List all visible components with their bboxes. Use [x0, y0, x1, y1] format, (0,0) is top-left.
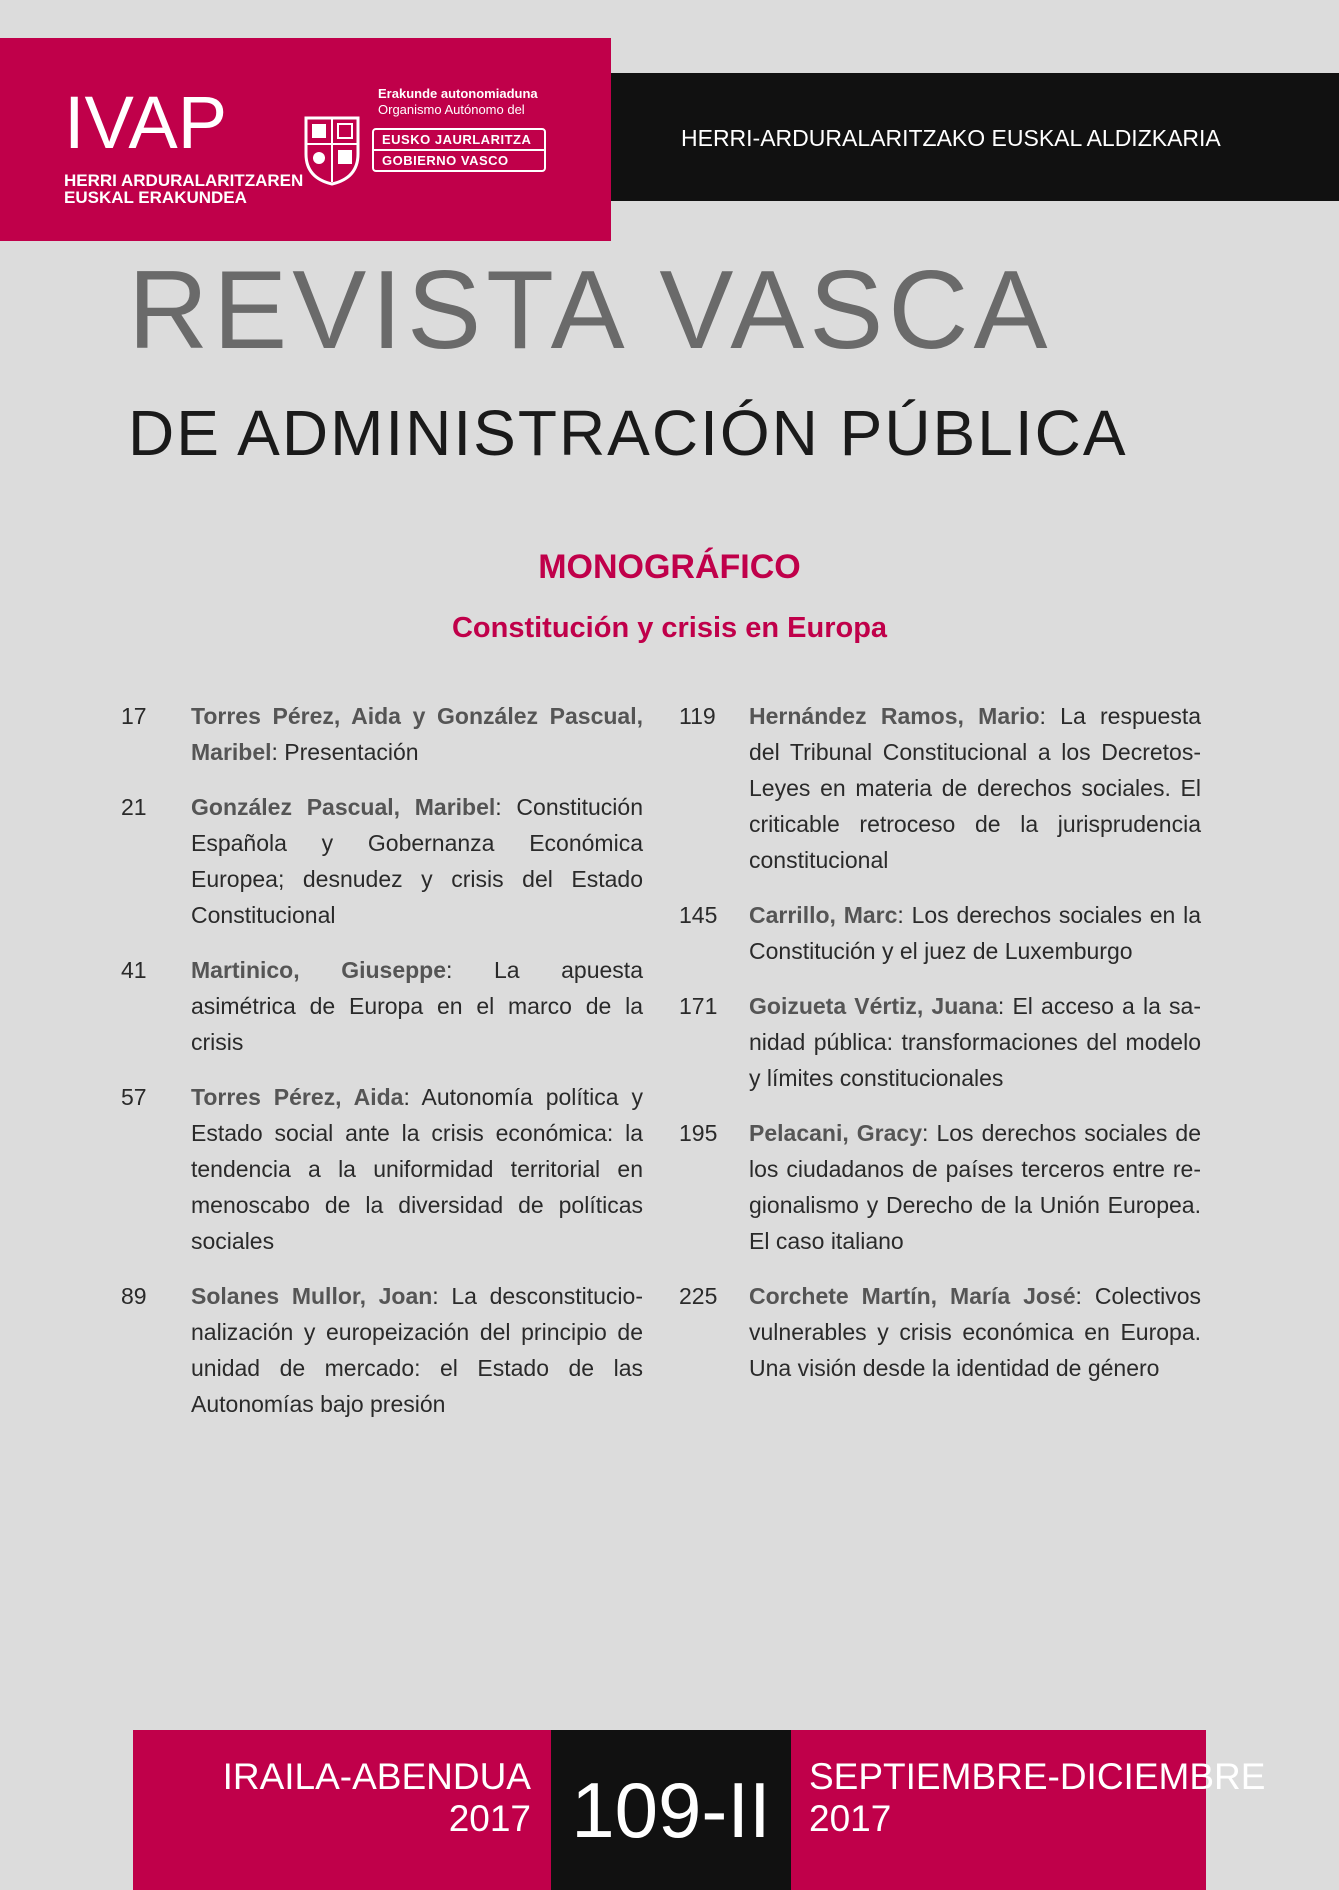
toc-entry [121, 698, 643, 770]
toc-page-number: 17 [121, 703, 147, 729]
issue-date-spanish: SEPTIEMBRE-DICIEMBRE 2017 [809, 1756, 1266, 1839]
toc-author: González Pascual, Maribel [191, 794, 496, 820]
issue-date-basque: IRAILA-ABENDUA 2017 [222, 1756, 531, 1839]
svg-text:IVAP: IVAP [64, 86, 228, 164]
toc-entry [679, 897, 1201, 969]
toc-title: : Colectivos vulnerables y crisis económica en Europa. Una visión desde la identidad de género [749, 1283, 1201, 1381]
toc-author: Hernández Ramos, Mario [749, 703, 1040, 729]
toc-entry [679, 1115, 1201, 1259]
toc-page-number: 21 [121, 794, 147, 820]
toc-entry [679, 698, 1201, 878]
toc-title: : Presentación [271, 739, 419, 765]
toc-page-number: 171 [679, 993, 718, 1019]
toc-entry [679, 1278, 1201, 1386]
issue-footer [133, 1730, 1266, 1890]
toc-author: Solanes Mullor, Joan [191, 1283, 433, 1309]
toc-author: Torres Pérez, Aida [191, 1084, 404, 1110]
journal-title: REVISTA VASCA [128, 248, 1053, 372]
journal-subtitle: DE ADMINISTRACIÓN PÚBLICA [128, 397, 1128, 469]
toc-author: Carrillo, Marc [749, 902, 898, 928]
toc-author: Torres Pérez, Aida y González Pascual, Maribel [191, 703, 643, 765]
toc-title: : La apuesta asimétrica de Europa en el marco de la crisis [191, 957, 643, 1055]
toc-author: Martinico, Giuseppe [191, 957, 447, 983]
toc-title: : La respuesta del Tribunal Constitucional a los Decretos-Leyes en materia de derechos sociales. El criticable retroceso de la jurisprudencia constitucional [749, 703, 1201, 873]
toc-page-number: 225 [679, 1283, 718, 1309]
toc-entry [121, 1278, 643, 1422]
journal-basque-title: HERRI-ARDURALARITZAKO EUSKAL ALDIZKARIA [681, 125, 1221, 151]
toc-page-number: 57 [121, 1084, 147, 1110]
toc-author: Corchete Martín, María José [749, 1283, 1076, 1309]
gov-autonomous-label: Erakunde autonomiaduna [378, 86, 538, 101]
toc-title: : Autonomía política y Estado social ante la crisis económica: la tendencia a la uniformidad territorial en menoscabo de la diversidad de políticas sociales [191, 1084, 643, 1254]
toc-entry [679, 988, 1201, 1096]
ivap-logo-icon [64, 86, 268, 168]
toc-entry [121, 1079, 643, 1259]
toc-author: Goizueta Vértiz, Juana [749, 993, 998, 1019]
issue-number: 109-II [551, 1730, 791, 1890]
toc-left-column [121, 698, 643, 1441]
gov-name-box: EUSKO JAURLARITZA GOBIERNO VASCO [372, 128, 546, 172]
ivap-subtitle: HERRI ARDURALARITZAREN EUSKAL ERAKUNDEA [64, 171, 304, 207]
toc-page-number: 41 [121, 957, 147, 983]
toc-author: Pelacani, Gracy [749, 1120, 922, 1146]
monographic-label: MONOGRÁFICO [538, 548, 801, 586]
toc-page-number: 89 [121, 1283, 147, 1309]
journal-basque-title-bar [611, 73, 1339, 201]
toc-title: : Los derechos sociales de los ciudadanos de países terceros entre regionalismo y Derecho de la Unión Europea. El caso italiano [749, 1120, 1201, 1254]
toc-title: : El acceso a la sanidad pública: transformaciones del modelo y límites constitucionales [749, 993, 1201, 1091]
toc-entry [121, 789, 643, 933]
header-logo-panel [0, 38, 611, 241]
monographic-subtitle: Constitución y crisis en Europa [451, 612, 888, 644]
gov-autonomous-label-es: Organismo Autónomo del [378, 102, 525, 117]
toc-title: : Los derechos sociales en la Constitución y el juez de Luxemburgo [749, 902, 1202, 964]
toc-title: : Constitución Española y Gobernanza Económica Europea; desnudez y crisis del Estado Constitucional [191, 794, 643, 928]
toc-page-number: 119 [679, 703, 716, 729]
toc-right-column [679, 698, 1201, 1405]
coat-of-arms-icon [300, 112, 364, 186]
toc-page-number: 145 [679, 902, 718, 928]
toc-entry [121, 952, 643, 1060]
toc-title: : La desconstitucionalización y europeización del principio de unidad de mercado: el Estado de las Autonomías bajo presión [191, 1283, 643, 1417]
toc-page-number: 195 [679, 1120, 718, 1146]
